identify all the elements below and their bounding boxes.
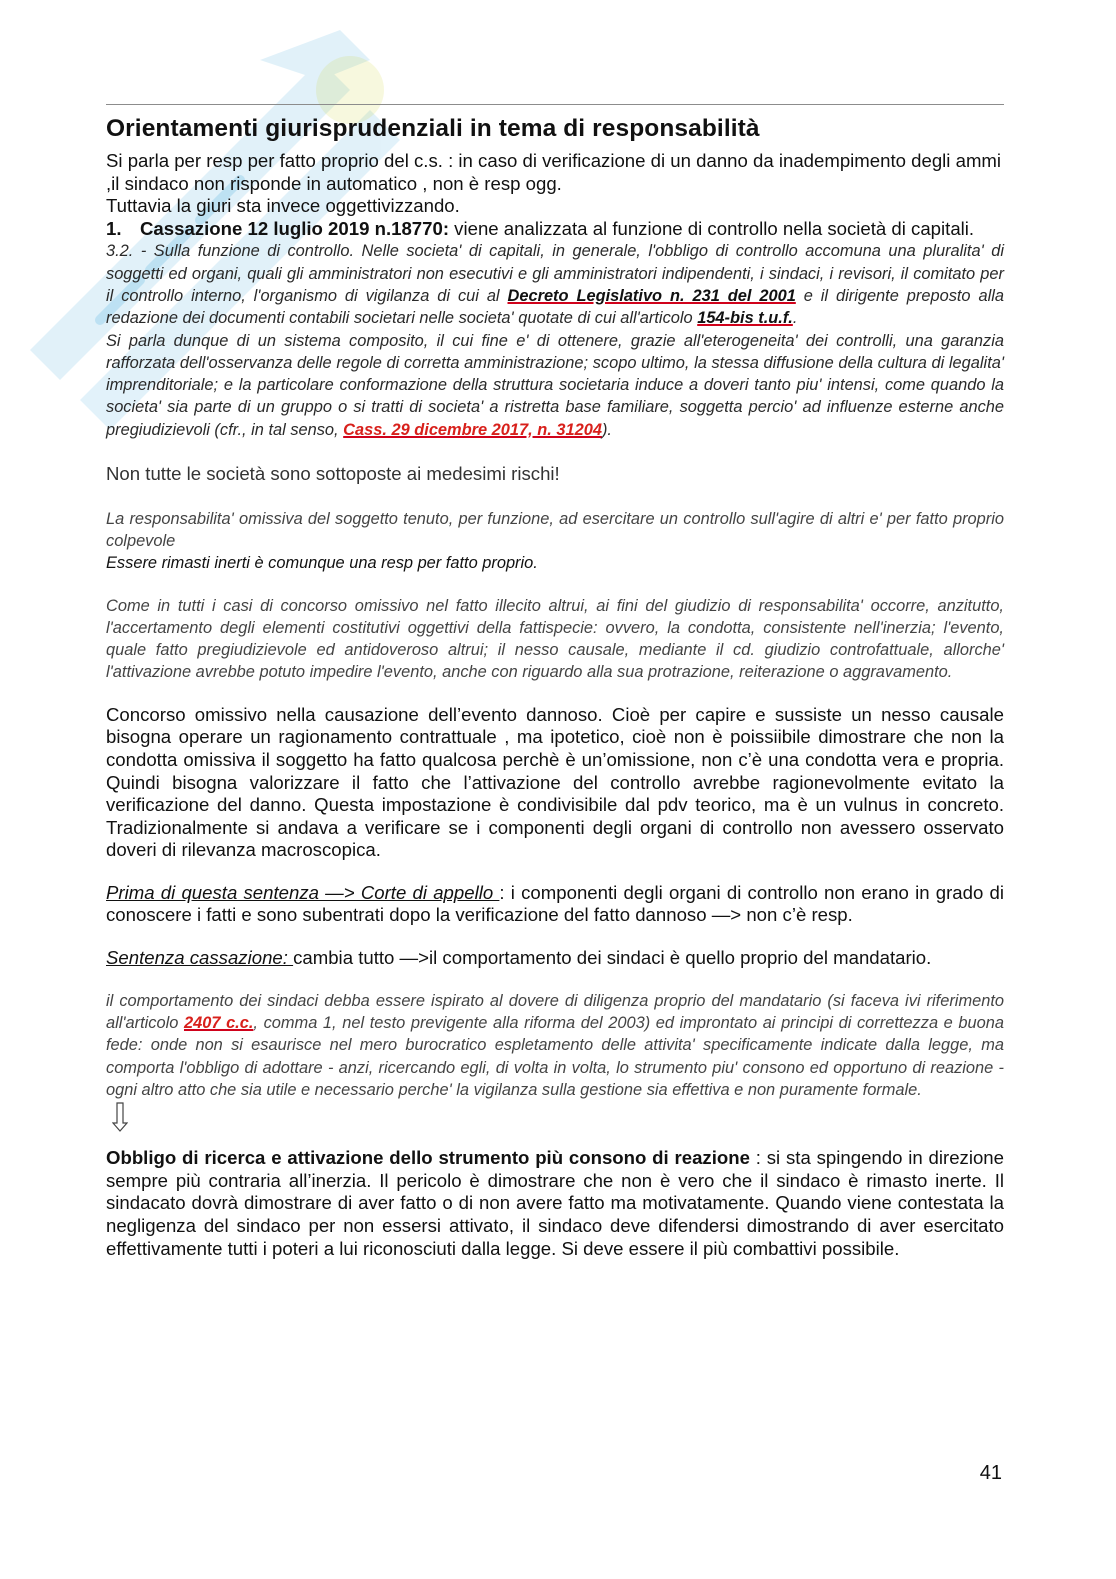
paragraph-concorso: Concorso omissivo nella causazione dell’evento dannoso. Cioè per capire e sussiste un nesso causale bisogna operare un ragionamento contrattuale , ma ipotetico, cioè non è poissiibile dimostrare che non la condotta omissiva il soggetto ha fatto qualcosa perchè è un’omissione, non c’è una condotta vera e propria. Quindi bisogna valorizzare il fatto che l’attivazione del controllo avrebbe ragionevolmente evitato la verificazione del danno. Questa impostazione è condivisibile dal pdv teorico, ma è un vulnus in concreto. Tradizionalmente si andava a verificare se i componenti degli organi di controllo non avessero osservato doveri di rilevanza macroscopica. <box>106 703 1004 861</box>
quote-concorso-omissivo: Come in tutti i casi di concorso omissivo nel fatto illecito altrui, ai fini del giudizio di responsabilita' occorre, anzitutto, l'accertamento degli elementi costitutivi oggettivi della fattispecie: ovvero, la condotta, consistente nell'inerzia; l'evento, quale fatto pregiudizievole ed antidoveroso altrui; il nesso causale, mediante il cd. giudizio controfattuale, allorche' l'attivazione avrebbe potuto impedire l'evento, anche con riguardo alla sua protrazione, reiterazione o aggravamento. <box>106 596 1004 682</box>
link-154-bis-tuf[interactable]: 154-bis t.u.f. <box>697 309 793 328</box>
quote-controllo-text-2: e il dirigente preposto alla redazione dei documenti contabili societari nelle societa' quotate di cui all'articolo <box>106 286 1004 328</box>
quote-controllo-text-5: ). <box>601 420 612 439</box>
quote-controllo-text: 3.2. - Sulla funzione di controllo. Nelle societa' di capitali, in generale, l'obbligo di controllo accomuna una pluralita' di soggetti ed organi, quali gli amministratori non esecutivi e gli amministratori indipendenti, i sindaci, i revisori, il comitato per il controllo interno, l'organismo di vigilanza di cui al <box>106 242 1004 305</box>
quote-controllo-text-4: Si parla dunque di un sistema composito, il cui fine e' di ottenere, grazie all'eterogeneita' dei controlli, una garanzia rafforzata dell'osservanza delle regole di corretta amministrazione; scopo ultimo, la stessa diffusione della cultura di legalita' imprenditoriale; e la particolare conformazione della struttura societaria induce a doveri tanto piu' intensi, come quando la societa' sia parte di un gruppo o si tratti di societa' a ristretta base familiare, soggetta percio' ad influenze esterne anche pregiudizievoli (cfr., in tal senso, <box>106 331 1004 439</box>
quote-mandatario-text: il comportamento dei sindaci debba essere ispirato al dovere di diligenza proprio del mandatario (si faceva ivi riferimento all'articolo <box>106 991 1004 1032</box>
quote-omissiva: La responsabilita' omissiva del soggetto tenuto, per funzione, ad esercitare un controllo sull'agire di altri e' per fatto proprio colpevole <box>106 509 1004 550</box>
link-dlgs-231-2001[interactable]: Decreto Legislativo n. 231 del 2001 <box>507 286 796 305</box>
quote-mandatario <box>106 990 1004 1101</box>
prima-text: : i componenti degli organi di controllo non erano in grado di conoscere i fatti e sono subentrati dopo la verificazione del fatto dannoso —> non c’è resp. <box>106 881 1004 926</box>
paragraph-obbligo <box>106 1147 1004 1260</box>
link-2407-cc[interactable]: 2407 c.c. <box>183 1013 254 1032</box>
document-page <box>106 104 1004 1260</box>
quote-mandatario-text-2: , comma 1, nel testo previgente alla riforma del 2003) ed improntato ai principi di correttezza e buona fede: onde non si esaurisce nel mero burocratico espletamento delle attivita' specificamente indicate dalla legge, ma comporta l'obbligo di adottare - anzi, ricercando egli, di volta in volta, lo strumento piu' consono ed opportuno di reazione - ogni altro atto che sia utile e necessario perche' la vigilanza sulla gestione sia effettiva e non puramente formale. <box>106 1013 1004 1099</box>
sentenza-text: cambia tutto —>il comportamento dei sindaci è quello proprio del mandatario. <box>293 947 932 969</box>
item-body: viene analizzata al funzione di controllo nella società di capitali. <box>449 217 975 239</box>
inert-note: Essere rimasti inerti è comunque una resp per fatto proprio. <box>106 554 538 573</box>
page-number: 41 <box>979 1462 1002 1484</box>
down-arrow-icon <box>106 1101 1004 1135</box>
intro-line-1: Si parla per resp per fatto proprio del c.s. : in caso di verificazione di un danno da inadempimento degli ammi ,il sindaco non risponde in automatico , non è resp ogg. <box>106 150 1002 194</box>
intro-paragraph <box>106 150 1004 218</box>
paragraph-prima-sentenza <box>106 882 1004 927</box>
sentenza-lead: Sentenza cassazione: <box>106 947 294 969</box>
risk-note: Non tutte le società sono sottoposte ai medesimi rischi! <box>106 463 560 485</box>
page-title: Orientamenti giurisprudenziali in tema di responsabilità <box>106 115 760 142</box>
item-lead: Cassazione 12 luglio 2019 n.18770: <box>140 217 450 239</box>
numbered-item-1 <box>106 218 1004 241</box>
link-cass-31204[interactable]: Cass. 29 dicembre 2017, n. 31204 <box>343 420 602 439</box>
top-rule <box>106 104 1004 105</box>
obbligo-lead: Obbligo di ricerca e attivazione dello strumento più consono di reazione <box>106 1147 750 1169</box>
quote-controllo <box>106 240 1004 441</box>
intro-line-2: Tuttavia la giuri sta invece oggettivizzando. <box>106 195 460 217</box>
item-text <box>140 218 1004 241</box>
paragraph-sentenza-cassazione <box>106 947 1004 970</box>
item-number: 1. <box>106 217 122 239</box>
obbligo-text: : si sta spingendo in direzione sempre più contraria all’inerzia. Il pericolo è dimostrare che non è vero che il sindaco è rimasto inerte. Il sindacato dovrà dimostrare di aver fatto o di non avere fatto ma motivatamente. Quando viene contestata la negligenza del sindaco per non essersi attivato, il sindaco deve difendersi dimostrando di aver esercitato effettivamente tutti i poteri a lui riconosciuti dalla legge. Si deve essere il più combattivi possibile. <box>106 1147 1004 1259</box>
quote-controllo-text-3: . <box>792 309 798 328</box>
prima-lead: Prima di questa sentenza —> Corte di appello <box>106 881 500 903</box>
